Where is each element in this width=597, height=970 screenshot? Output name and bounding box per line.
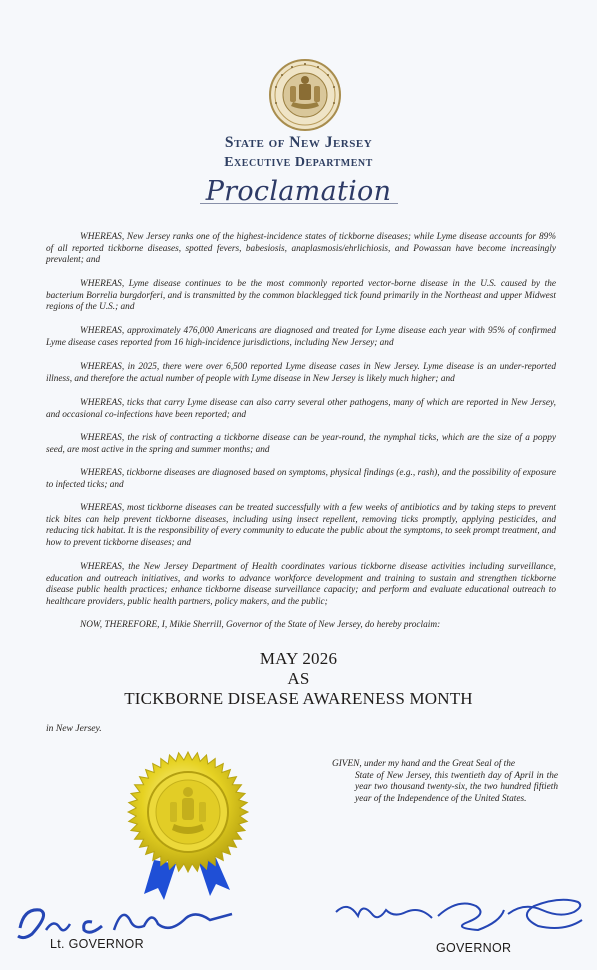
given-block bbox=[332, 759, 558, 805]
lt-governor-title: Lt. GOVERNOR bbox=[50, 937, 144, 951]
whereas-paragraph: WHEREAS, in 2025, there were over 6,500 reported Lyme disease cases in New Jersey. Lyme disease is an under-reported illness, and therefore the actual number of people with Lyme disease in New Jersey is likely much higher; and bbox=[46, 362, 556, 384]
gold-seal-emblem bbox=[106, 742, 276, 902]
now-therefore-paragraph: NOW, THEREFORE, I, Mikie Sherrill, Governor of the State of New Jersey, do hereby proclaim: bbox=[80, 620, 441, 630]
whereas-paragraph: WHEREAS, tickborne diseases are diagnosed based on symptoms, physical findings (e.g., rash), and the possibility of exposure to infected ticks; and bbox=[46, 468, 556, 490]
whereas-paragraph: WHEREAS, ticks that carry Lyme disease can also carry several other pathogens, many of which are reported in New Jersey, and occasional co-infections have been reported; and bbox=[46, 398, 556, 420]
state-heading: State of New Jersey bbox=[224, 134, 373, 151]
proclamation-as: AS bbox=[287, 669, 310, 688]
given-first-line: GIVEN, under my hand and the Great Seal of the bbox=[332, 759, 515, 769]
department-heading: Executive Department bbox=[224, 155, 373, 170]
whereas-paragraph: WHEREAS, Lyme disease continues to be the most commonly reported vector-borne disease in the U.S. caused by the bacterium Borrelia burgdorferi, and is transmitted by the common blacklegged tick found primarily in the Northeast and upper Midwest regions of the U.S.; and bbox=[46, 279, 556, 313]
proclamation-subject: TICKBORNE DISEASE AWARENESS MONTH bbox=[124, 689, 473, 708]
place-line: in New Jersey. bbox=[46, 723, 102, 734]
proclamation-title: Proclamation bbox=[0, 176, 597, 204]
proclamation-month: MAY 2026 bbox=[259, 649, 338, 668]
given-rest: State of New Jersey, this twentieth day of April in the year two thousand twenty-six, the two hundred fiftieth year of the Independence of the United States. bbox=[355, 770, 558, 804]
whereas-paragraph: WHEREAS, the New Jersey Department of Health coordinates various tickborne disease activities including surveillance, education and outreach initiatives, and works to advance workforce development and training to sustain and strengthen tickborne disease public health practices; enhance tickborne disease surveillance capacity; and perform and evaluate educational outreach to healthcare providers, public health partners, policy makers, and the public; bbox=[46, 562, 556, 608]
governor-title: GOVERNOR bbox=[436, 941, 512, 955]
whereas-paragraph: WHEREAS, most tickborne diseases can be treated successfully with a few weeks of antibiotics and by taking steps to prevent tick bites can help prevent tickborne diseases, including using insect repellent, removing ticks promptly, applying pesticides, and reducing tick habitat. It is the responsibility of every community to educate the public about the symptoms, to seek prompt treatment, and how to prevent tickborne diseases; and bbox=[46, 503, 556, 549]
governor-signature bbox=[328, 892, 590, 940]
great-seal-emblem bbox=[268, 58, 342, 132]
whereas-paragraph: WHEREAS, approximately 476,000 Americans are diagnosed and treated for Lyme disease each year with 95% of confirmed Lyme disease cases reported from 16 high-incidence jurisdictions, including New Jersey; and bbox=[46, 326, 556, 348]
whereas-paragraph: WHEREAS, the risk of contracting a tickborne disease can be year-round, the nymphal ticks, which are the size of a poppy seed, are most active in the spring and summer months; and bbox=[46, 433, 556, 455]
whereas-paragraph: WHEREAS, New Jersey ranks one of the highest-incidence states of tickborne diseases; while Lyme disease accounts for 89% of all reported tickborne diseases, spotted fevers, babesiosis, anaplasmosis/ehrlichiosis, and Powassan have become increasingly prevalent; and bbox=[46, 232, 556, 266]
